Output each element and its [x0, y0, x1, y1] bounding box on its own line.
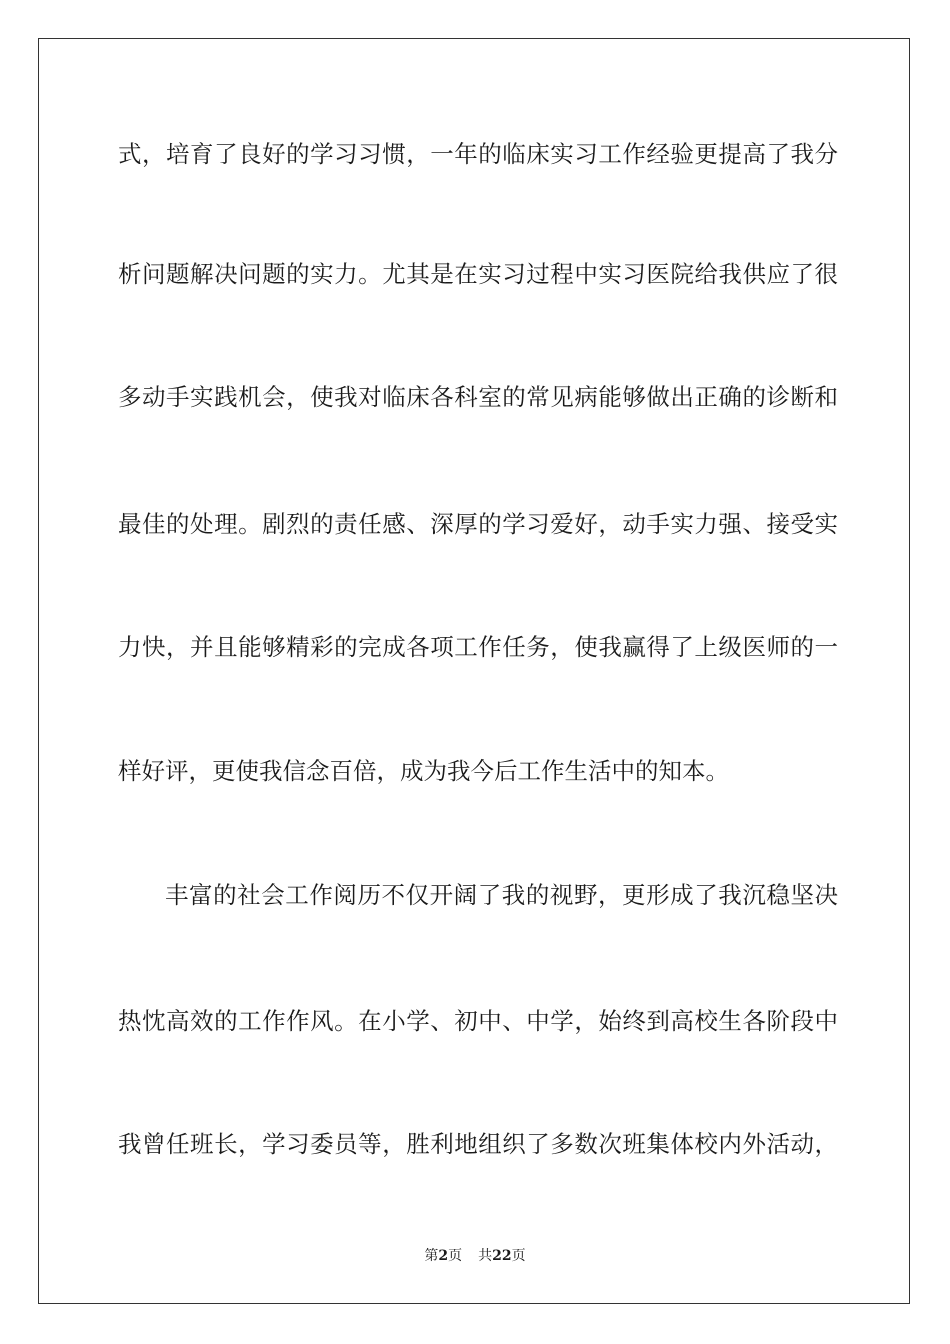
text-line: 多动手实践机会，使我对临床各科室的常见病能够做出正确的诊断和: [118, 383, 838, 411]
text-line-paragraph-start: 丰富的社会工作阅历不仅开阔了我的视野，更形成了我沉稳坚决: [165, 881, 838, 909]
page-number-prefix: 第: [424, 1248, 439, 1264]
page-number: 2: [438, 1248, 449, 1264]
page-border: [38, 38, 910, 1304]
text-line-paragraph-end: 样好评，更使我信念百倍，成为我今后工作生活中的知本。: [118, 757, 729, 785]
text-line: 力快，并且能够精彩的完成各项工作任务，使我赢得了上级医师的一: [118, 633, 838, 661]
text-line: 析问题解决问题的实力。尤其是在实习过程中实习医院给我供应了很: [118, 260, 838, 288]
text-line: 式，培育了良好的学习习惯，一年的临床实习工作经验更提高了我分: [118, 140, 838, 168]
text-line: 热忱高效的工作作风。在小学、初中、中学，始终到高校生各阶段中: [118, 1007, 838, 1035]
text-line: 我曾任班长，学习委员等，胜利地组织了多数次班集体校内外活动，: [118, 1130, 838, 1158]
text-line: 最佳的处理。剧烈的责任感、深厚的学习爱好，动手实力强、接受实: [118, 510, 838, 538]
total-pages: 22: [492, 1248, 512, 1264]
page-number-suffix: 页: [448, 1248, 463, 1264]
total-pages-suffix: 页: [511, 1248, 526, 1264]
page-footer: [0, 1246, 950, 1266]
total-pages-prefix: 共: [478, 1248, 493, 1264]
